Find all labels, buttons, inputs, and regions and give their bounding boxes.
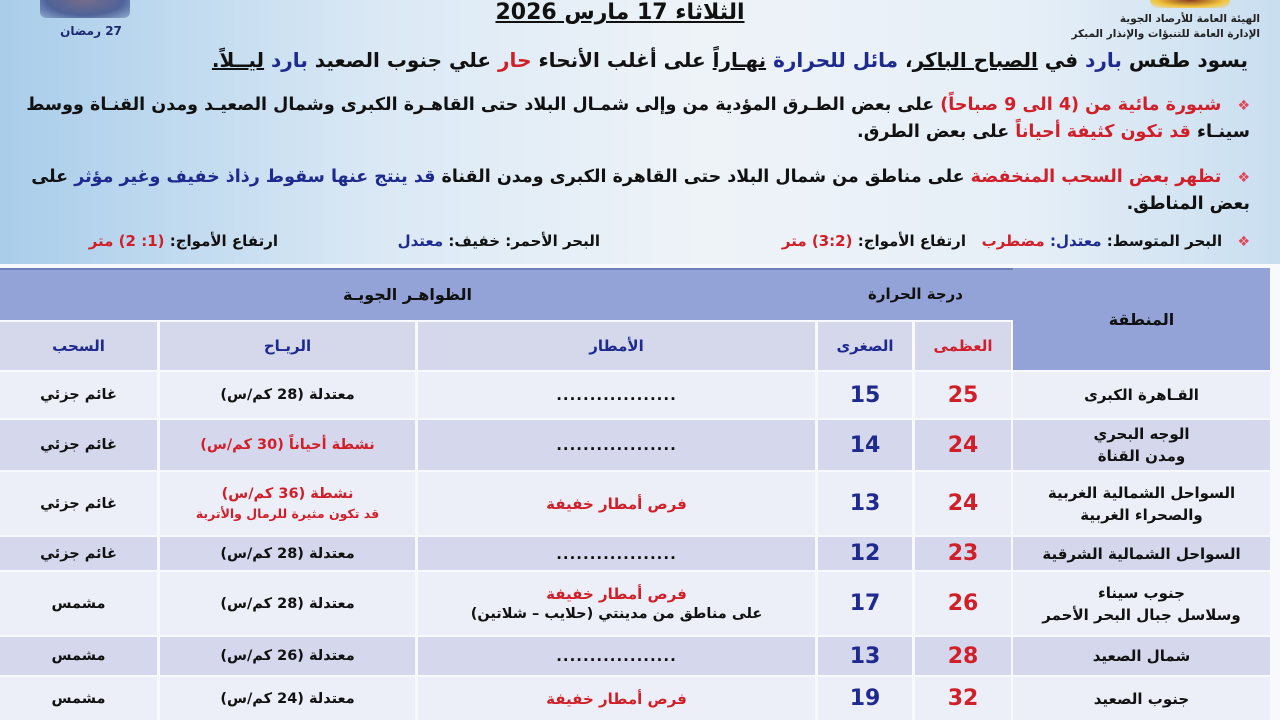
cell-max-temp	[915, 420, 1011, 470]
cell-max-temp	[915, 472, 1011, 535]
cell-min-temp	[818, 537, 912, 570]
cell-min-temp	[818, 572, 912, 635]
clouds-value: مشمس	[51, 648, 106, 664]
min-temp-value: 12	[849, 541, 881, 566]
cell-clouds	[0, 372, 157, 418]
wind-value: معتدلة (24 كم/س)	[220, 690, 355, 707]
region-name-line2: ومدن القناة	[1097, 447, 1186, 465]
header-min: الصغرى	[818, 322, 912, 370]
cell-min-temp	[818, 372, 912, 418]
cell-min-temp	[818, 637, 912, 675]
cell-wind	[160, 677, 415, 720]
cell-max-temp	[915, 637, 1011, 675]
cell-region	[1013, 537, 1270, 570]
cell-wind	[160, 472, 415, 535]
cell-rain	[418, 537, 815, 570]
wind-value: معتدلة (28 كم/س)	[220, 595, 355, 612]
cell-rain	[418, 637, 815, 675]
region-name: جنوب الصعيد	[1093, 689, 1190, 708]
rain-value: فرص أمطار خفيفة	[546, 494, 687, 513]
region-name: شمال الصعيد	[1092, 647, 1191, 665]
min-temp-value: 15	[849, 382, 881, 408]
min-temp-value: 19	[849, 686, 881, 711]
cell-clouds	[0, 472, 157, 535]
rain-note: على مناطق من مدينتي (حلايب – شلاتين)	[470, 605, 763, 622]
rain-value: ..................	[556, 386, 677, 404]
rain-value: ..................	[556, 544, 677, 563]
fog-bullet: ❖ شبورة مائية من (4 الى 9 صباحاً) على بعض الطـرق المؤدية من وإلى شمـال البلاد حتى القاهـرة الكبرى وشمال الصعيـد ومدن القنـاة ووسط سينـاء قد تكون كثيفة أحياناً على بعض الطرق.	[26, 95, 1250, 142]
cell-rain	[418, 677, 815, 720]
mediterranean-sea: ❖ البحر المتوسط: معتدل: مضطرب ارتفاع الأمواج: (3:2) متر	[781, 232, 1250, 250]
cell-clouds	[0, 677, 157, 720]
max-temp-value: 23	[947, 541, 979, 566]
region-name: الوجه البحري	[1093, 425, 1190, 443]
org-line-2: الإدارة العامة للتنبؤات والإنذار المبكر	[1071, 28, 1260, 40]
clouds-value: مشمس	[51, 690, 106, 707]
rain-value: فرص أمطار خفيفة	[546, 584, 687, 603]
red-sea: البحر الأحمر: خفيف: معتدل	[397, 232, 600, 250]
clouds-value: غائم جزئي	[40, 545, 117, 562]
cell-clouds	[0, 537, 157, 570]
cell-max-temp	[915, 677, 1011, 720]
cell-region	[1013, 572, 1270, 635]
region-name: السواحل الشمالية الغربية	[1047, 483, 1236, 502]
region-name: السواحل الشمالية الشرقية	[1042, 544, 1241, 563]
header-max: العظمى	[915, 322, 1011, 370]
cell-min-temp	[818, 420, 912, 470]
header-wind: الريـاح	[160, 322, 415, 370]
cell-rain	[418, 472, 815, 535]
event-image	[40, 0, 130, 18]
rain-value: فرص أمطار خفيفة	[546, 689, 687, 708]
min-temp-value: 14	[849, 432, 881, 458]
wind-value: نشطة أحياناً (30 كم/س)	[200, 437, 375, 453]
rain-value: ..................	[556, 647, 677, 665]
clouds-value: غائم جزئي	[40, 437, 117, 453]
header-region: المنطقة	[1013, 268, 1270, 370]
wind-note: قد تكون مثيرة للرمال والأتربة	[195, 505, 380, 521]
cell-clouds	[0, 420, 157, 470]
sea-conditions	[14, 232, 1250, 258]
region-name-line2: والصحراء الغربية	[1080, 505, 1203, 524]
cell-wind	[160, 537, 415, 570]
max-temp-value: 32	[947, 686, 979, 711]
cell-max-temp	[915, 572, 1011, 635]
clouds-value: مشمس	[51, 595, 106, 612]
cell-clouds	[0, 572, 157, 635]
min-temp-value: 13	[849, 643, 881, 669]
organization-name	[1060, 12, 1260, 42]
clouds-bullet: ❖ تظهر بعض السحب المنخفضة على مناطق من شمال البلاد حتى القاهرة الكبرى ومدن القناة قد ينتج عنها سقوط رذاذ خفيف وغير مؤثر على بعض المناطق.	[31, 167, 1250, 214]
weather-summary: يسود طقس بارد في الصباح الباكر، مائل للحرارة نهـاراً على أغلب الأنحاء حار علي جنوب الصعيد بارد ليــلاً.	[211, 48, 1248, 72]
diamond-bullet-icon: ❖	[1237, 234, 1250, 250]
cell-region	[1013, 372, 1270, 418]
cell-max-temp	[915, 537, 1011, 570]
cell-rain	[418, 372, 815, 418]
max-temp-value: 24	[947, 491, 979, 516]
cell-min-temp	[818, 677, 912, 720]
cell-min-temp	[818, 472, 912, 535]
org-line-1: الهيئة العامة للأرصاد الجوية	[1119, 13, 1260, 25]
max-temp-value: 28	[947, 643, 979, 669]
cell-rain	[418, 420, 815, 470]
header-phenomena: الظواهـر الجويـة	[343, 284, 472, 304]
max-temp-value: 25	[947, 382, 979, 408]
diamond-bullet-icon: ❖	[1237, 98, 1250, 114]
cell-region	[1013, 637, 1270, 675]
header-clouds: السحب	[0, 322, 157, 370]
red-sea-waves: ارتفاع الأمواج: (1: 2) متر	[88, 232, 278, 250]
page-title: الثلاثاء 17 مارس 2026	[495, 0, 745, 25]
cell-region	[1013, 677, 1270, 720]
wind-value: معتدلة (26 كم/س)	[220, 648, 355, 664]
rain-value: ..................	[556, 436, 677, 454]
authority-logo	[1150, 0, 1230, 8]
wind-value: نشطة (36 كم/س)	[221, 485, 354, 502]
region-name-line2: وسلاسل جبال البحر الأحمر	[1042, 605, 1241, 624]
clouds-value: غائم جزئي	[40, 495, 117, 512]
diamond-bullet-icon: ❖	[1237, 170, 1250, 186]
region-name: جنوب سيناء	[1098, 583, 1185, 602]
cell-wind	[160, 372, 415, 418]
header-rain: الأمطار	[418, 322, 815, 370]
wind-value: معتدلة (28 كم/س)	[220, 387, 355, 403]
clouds-value: غائم جزئي	[40, 387, 117, 403]
cell-max-temp	[915, 372, 1011, 418]
max-temp-value: 24	[947, 432, 979, 458]
region-name: القـاهرة الكبرى	[1084, 386, 1199, 404]
wind-value: معتدلة (28 كم/س)	[220, 545, 355, 562]
max-temp-value: 26	[947, 591, 979, 616]
min-temp-value: 13	[849, 491, 881, 516]
min-temp-value: 17	[849, 591, 881, 616]
cell-region	[1013, 420, 1270, 470]
cell-rain	[418, 572, 815, 635]
cell-clouds	[0, 637, 157, 675]
cell-wind	[160, 637, 415, 675]
hijri-date: 27 رمضان	[60, 24, 122, 38]
header-temperature: درجة الحرارة	[867, 285, 963, 303]
cell-wind	[160, 420, 415, 470]
cell-wind	[160, 572, 415, 635]
cell-region	[1013, 472, 1270, 535]
